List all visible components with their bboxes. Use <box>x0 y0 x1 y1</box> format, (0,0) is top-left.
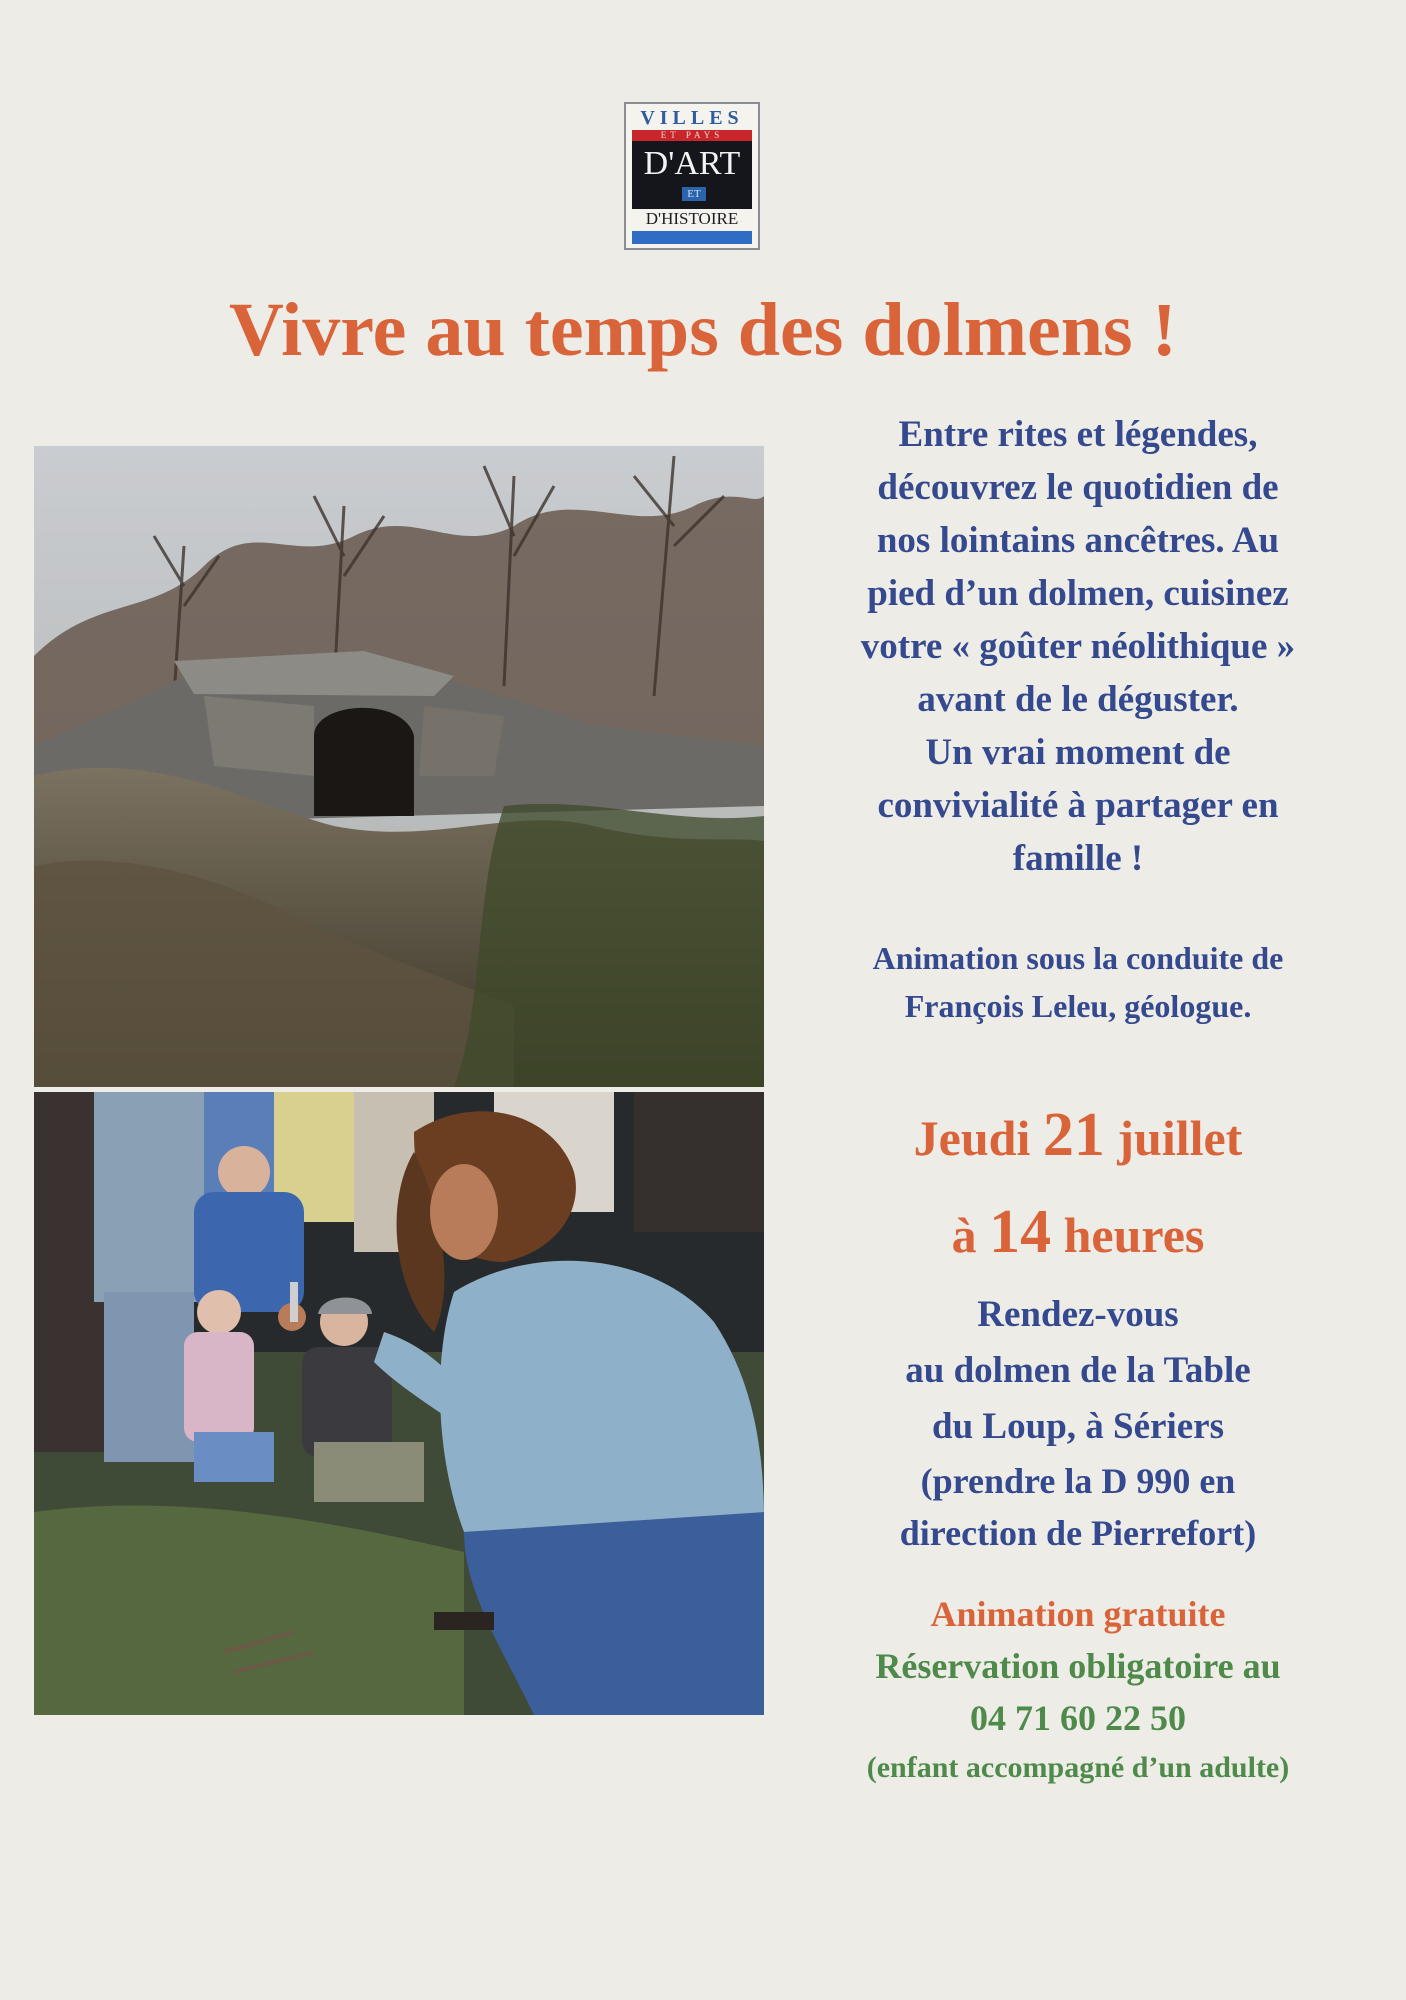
guide-text <box>790 934 1366 1030</box>
reservation-text <box>790 1640 1366 1792</box>
reservation-line: Réservation obligatoire au <box>875 1646 1281 1686</box>
logo-et-pays-band: ET PAYS <box>632 130 752 141</box>
reservation-note: (enfant accompagné d’un adulte) <box>866 1751 1290 1784</box>
intro-line: découvrez le quotidien de <box>877 467 1279 508</box>
logo-dart-panel <box>632 141 752 209</box>
guide-line: François Leleu, géologue. <box>904 988 1252 1024</box>
guide-with-group-photo <box>34 1092 764 1715</box>
rendezvous-line: Rendez-vous <box>977 1294 1179 1335</box>
date-line <box>790 1088 1366 1185</box>
logo-villes-text: VILLES <box>640 107 744 129</box>
date-day-word: Jeudi <box>913 1110 1031 1166</box>
logo-dart-text: D'ART <box>643 145 741 182</box>
intro-line: Un vrai moment de <box>925 732 1231 773</box>
logo-et-text: ET <box>682 187 706 201</box>
date-day-number: 21 <box>1042 1101 1105 1169</box>
intro-line: pied d’un dolmen, cuisinez <box>867 573 1289 614</box>
rendezvous-line: au dolmen de la Table <box>905 1350 1251 1391</box>
guide-line: Animation sous la conduite de <box>872 940 1284 976</box>
logo-villes-pays-art-histoire <box>624 102 760 250</box>
page-title: Vivre au temps des dolmens ! <box>229 288 1177 372</box>
intro-line: avant de le déguster. <box>917 679 1239 720</box>
date-month: juillet <box>1117 1110 1243 1166</box>
rendezvous-text <box>790 1287 1366 1559</box>
intro-text <box>790 408 1366 885</box>
intro-line: nos lointains ancêtres. Au <box>876 520 1280 561</box>
logo-blue-band <box>632 231 752 244</box>
rendezvous-line: du Loup, à Sériers <box>932 1406 1224 1447</box>
event-date <box>790 1088 1366 1282</box>
time-prefix: à <box>951 1207 977 1263</box>
rendezvous-line: (prendre la D 990 en <box>920 1461 1236 1501</box>
intro-line: famille ! <box>1012 838 1144 879</box>
intro-line: Entre rites et légendes, <box>898 414 1258 455</box>
reservation-phone: 04 71 60 22 50 <box>970 1698 1186 1738</box>
rendezvous-line: direction de Pierrefort) <box>899 1513 1257 1553</box>
logo-histoire-text: D'HISTOIRE <box>645 209 739 228</box>
intro-line: convivialité à partager en <box>877 785 1279 826</box>
free-animation-text: Animation gratuite <box>930 1594 1226 1634</box>
intro-line: votre « goûter néolithique » <box>860 626 1296 667</box>
time-line <box>790 1185 1366 1282</box>
time-number: 14 <box>989 1198 1052 1266</box>
time-word: heures <box>1063 1207 1205 1263</box>
dolmen-photo <box>34 446 764 1087</box>
